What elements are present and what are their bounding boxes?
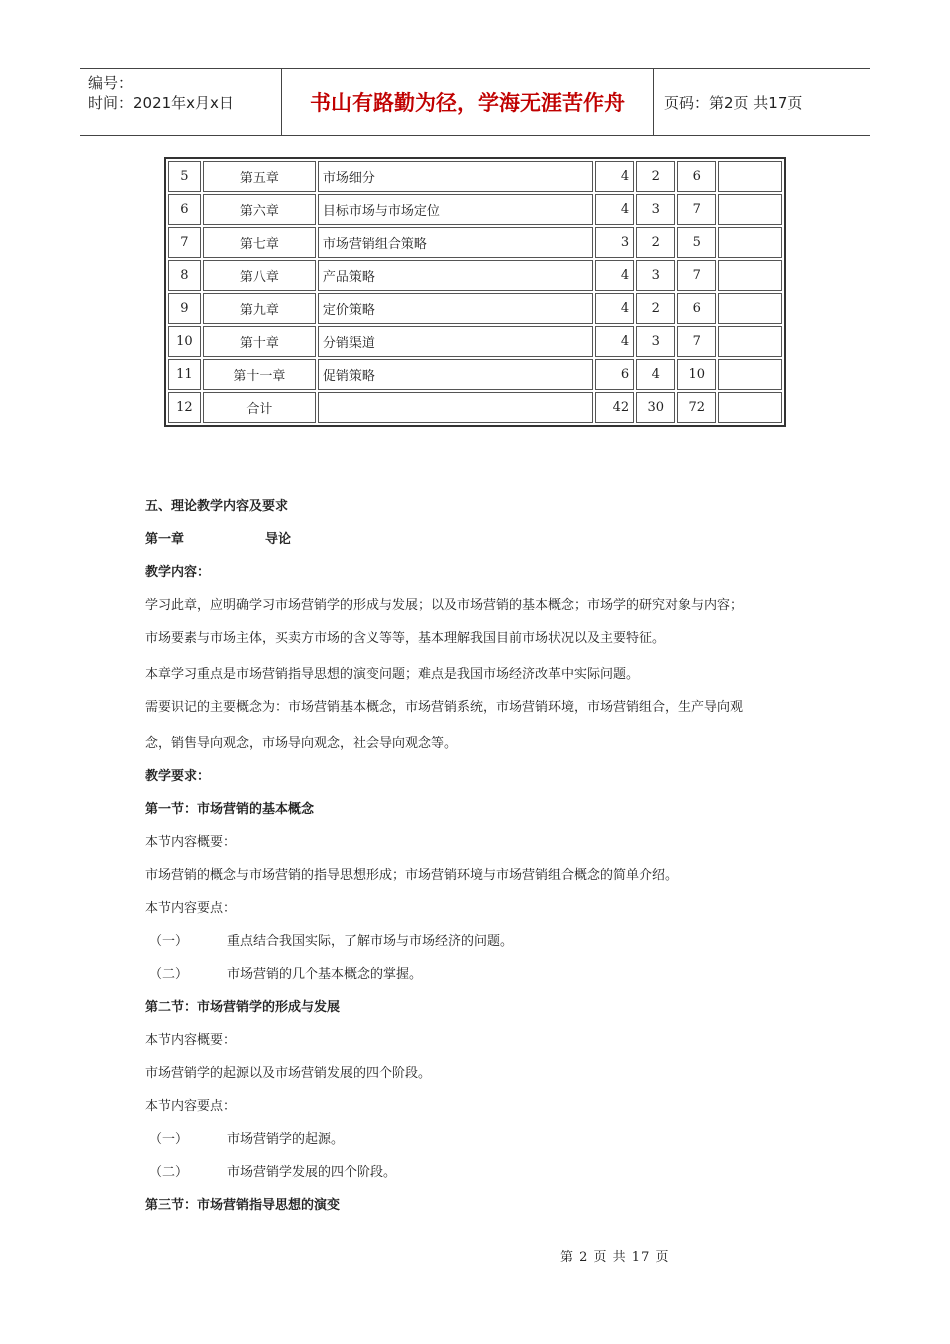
row-index: 8 <box>168 260 201 291</box>
section-1-title: 第一节：市场营销的基本概念 <box>145 802 315 817</box>
point-item <box>145 1128 825 1161</box>
row-chapter: 第十章 <box>203 326 316 357</box>
row-index: 12 <box>168 392 201 423</box>
table-row <box>168 194 782 225</box>
row-note <box>718 227 782 258</box>
point-number: （二） <box>149 967 189 982</box>
row-chapter: 第十一章 <box>203 359 316 390</box>
row-hours-total: 6 <box>677 161 716 192</box>
chapter-heading <box>145 528 825 561</box>
overview-label: 本节内容概要： <box>145 1033 237 1048</box>
point-number: （一） <box>149 1132 189 1147</box>
section-3-title: 第三节：市场营销指导思想的演变 <box>145 1198 341 1213</box>
row-hours-a: 4 <box>595 326 634 357</box>
row-index: 6 <box>168 194 201 225</box>
row-hours-a: 6 <box>595 359 634 390</box>
row-index: 10 <box>168 326 201 357</box>
row-index: 11 <box>168 359 201 390</box>
row-hours-b: 3 <box>636 194 675 225</box>
point-item <box>145 930 825 963</box>
point-number: （一） <box>149 934 189 949</box>
row-hours-b: 2 <box>636 293 675 324</box>
row-chapter: 第六章 <box>203 194 316 225</box>
row-name: 分销渠道 <box>318 326 593 357</box>
point-item <box>145 1161 825 1194</box>
row-chapter: 第八章 <box>203 260 316 291</box>
row-note <box>718 194 782 225</box>
number-label: 编号： <box>88 74 134 92</box>
chapter-name: 导论 <box>265 532 292 547</box>
document-body <box>145 495 825 1227</box>
table-row <box>168 359 782 390</box>
paragraph: 需要识记的主要概念为：市场营销基本概念，市场营销系统，市场营销环境，市场营销组合，生产导向观 <box>145 700 744 715</box>
row-hours-a: 3 <box>595 227 634 258</box>
row-index: 7 <box>168 227 201 258</box>
row-name: 产品策略 <box>318 260 593 291</box>
section-title: 五、理论教学内容及要求 <box>145 499 289 514</box>
row-hours-b: 2 <box>636 161 675 192</box>
row-note <box>718 293 782 324</box>
row-chapter: 第七章 <box>203 227 316 258</box>
row-hours-a: 42 <box>595 392 634 423</box>
row-hours-total: 7 <box>677 260 716 291</box>
row-name: 定价策略 <box>318 293 593 324</box>
row-name <box>318 392 593 423</box>
hours-table <box>164 157 786 427</box>
row-hours-a: 4 <box>595 161 634 192</box>
row-note <box>718 359 782 390</box>
row-index: 9 <box>168 293 201 324</box>
teach-content-label: 教学内容： <box>145 565 211 580</box>
row-note <box>718 161 782 192</box>
row-note <box>718 326 782 357</box>
paragraph: 念，销售导向观念，市场导向观念，社会导向观念等。 <box>145 736 458 751</box>
teach-req-label: 教学要求： <box>145 769 211 784</box>
row-hours-b: 30 <box>636 392 675 423</box>
point-text: 重点结合我国实际，了解市场与市场经济的问题。 <box>227 934 514 949</box>
row-hours-a: 4 <box>595 194 634 225</box>
points-label: 本节内容要点： <box>145 901 237 916</box>
chapter-label: 第一章 <box>145 532 185 547</box>
row-hours-a: 4 <box>595 260 634 291</box>
header-page-info: 页码：第2页 共17页 <box>664 93 803 112</box>
point-item <box>145 963 825 996</box>
point-number: （二） <box>149 1165 189 1180</box>
table-row <box>168 260 782 291</box>
row-name: 市场细分 <box>318 161 593 192</box>
time-label: 时间：2021年x月x日 <box>88 94 234 112</box>
page-footer: 第 2 页 共 17 页 <box>560 1250 670 1265</box>
row-note <box>718 392 782 423</box>
overview-text: 市场营销学的起源以及市场营销发展的四个阶段。 <box>145 1066 432 1081</box>
row-hours-total: 6 <box>677 293 716 324</box>
table-row <box>168 227 782 258</box>
point-text: 市场营销学发展的四个阶段。 <box>227 1165 397 1180</box>
row-hours-total: 7 <box>677 326 716 357</box>
paragraph: 本章学习重点是市场营销指导思想的演变问题；难点是我国市场经济改革中实际问题。 <box>145 667 640 682</box>
row-hours-b: 3 <box>636 326 675 357</box>
row-chapter: 合计 <box>203 392 316 423</box>
row-hours-total: 5 <box>677 227 716 258</box>
row-chapter: 第九章 <box>203 293 316 324</box>
row-index: 5 <box>168 161 201 192</box>
row-hours-a: 4 <box>595 293 634 324</box>
overview-text: 市场营销的概念与市场营销的指导思想形成；市场营销环境与市场营销组合概念的简单介绍。 <box>145 868 679 883</box>
header-motto: 书山有路勤为径，学海无涯苦作舟 <box>282 69 654 135</box>
row-hours-b: 2 <box>636 227 675 258</box>
page-header <box>80 68 870 136</box>
overview-label: 本节内容概要： <box>145 835 237 850</box>
row-chapter: 第五章 <box>203 161 316 192</box>
row-hours-total: 7 <box>677 194 716 225</box>
table-row <box>168 161 782 192</box>
table-row-total <box>168 392 782 423</box>
row-name: 目标市场与市场定位 <box>318 194 593 225</box>
table-row <box>168 326 782 357</box>
section-2-title: 第二节：市场营销学的形成与发展 <box>145 1000 341 1015</box>
paragraph: 市场要素与市场主体，买卖方市场的含义等等，基本理解我国目前市场状况以及主要特征。 <box>145 631 666 646</box>
paragraph: 学习此章，应明确学习市场营销学的形成与发展；以及市场营销的基本概念；市场学的研究对象与内容； <box>145 598 744 613</box>
point-text: 市场营销学的起源。 <box>227 1132 345 1147</box>
row-hours-total: 72 <box>677 392 716 423</box>
row-name: 市场营销组合策略 <box>318 227 593 258</box>
row-hours-b: 4 <box>636 359 675 390</box>
points-label: 本节内容要点： <box>145 1099 237 1114</box>
point-text: 市场营销的几个基本概念的掌握。 <box>227 967 423 982</box>
row-hours-b: 3 <box>636 260 675 291</box>
table-row <box>168 293 782 324</box>
row-note <box>718 260 782 291</box>
row-name: 促销策略 <box>318 359 593 390</box>
row-hours-total: 10 <box>677 359 716 390</box>
header-meta <box>80 69 282 135</box>
